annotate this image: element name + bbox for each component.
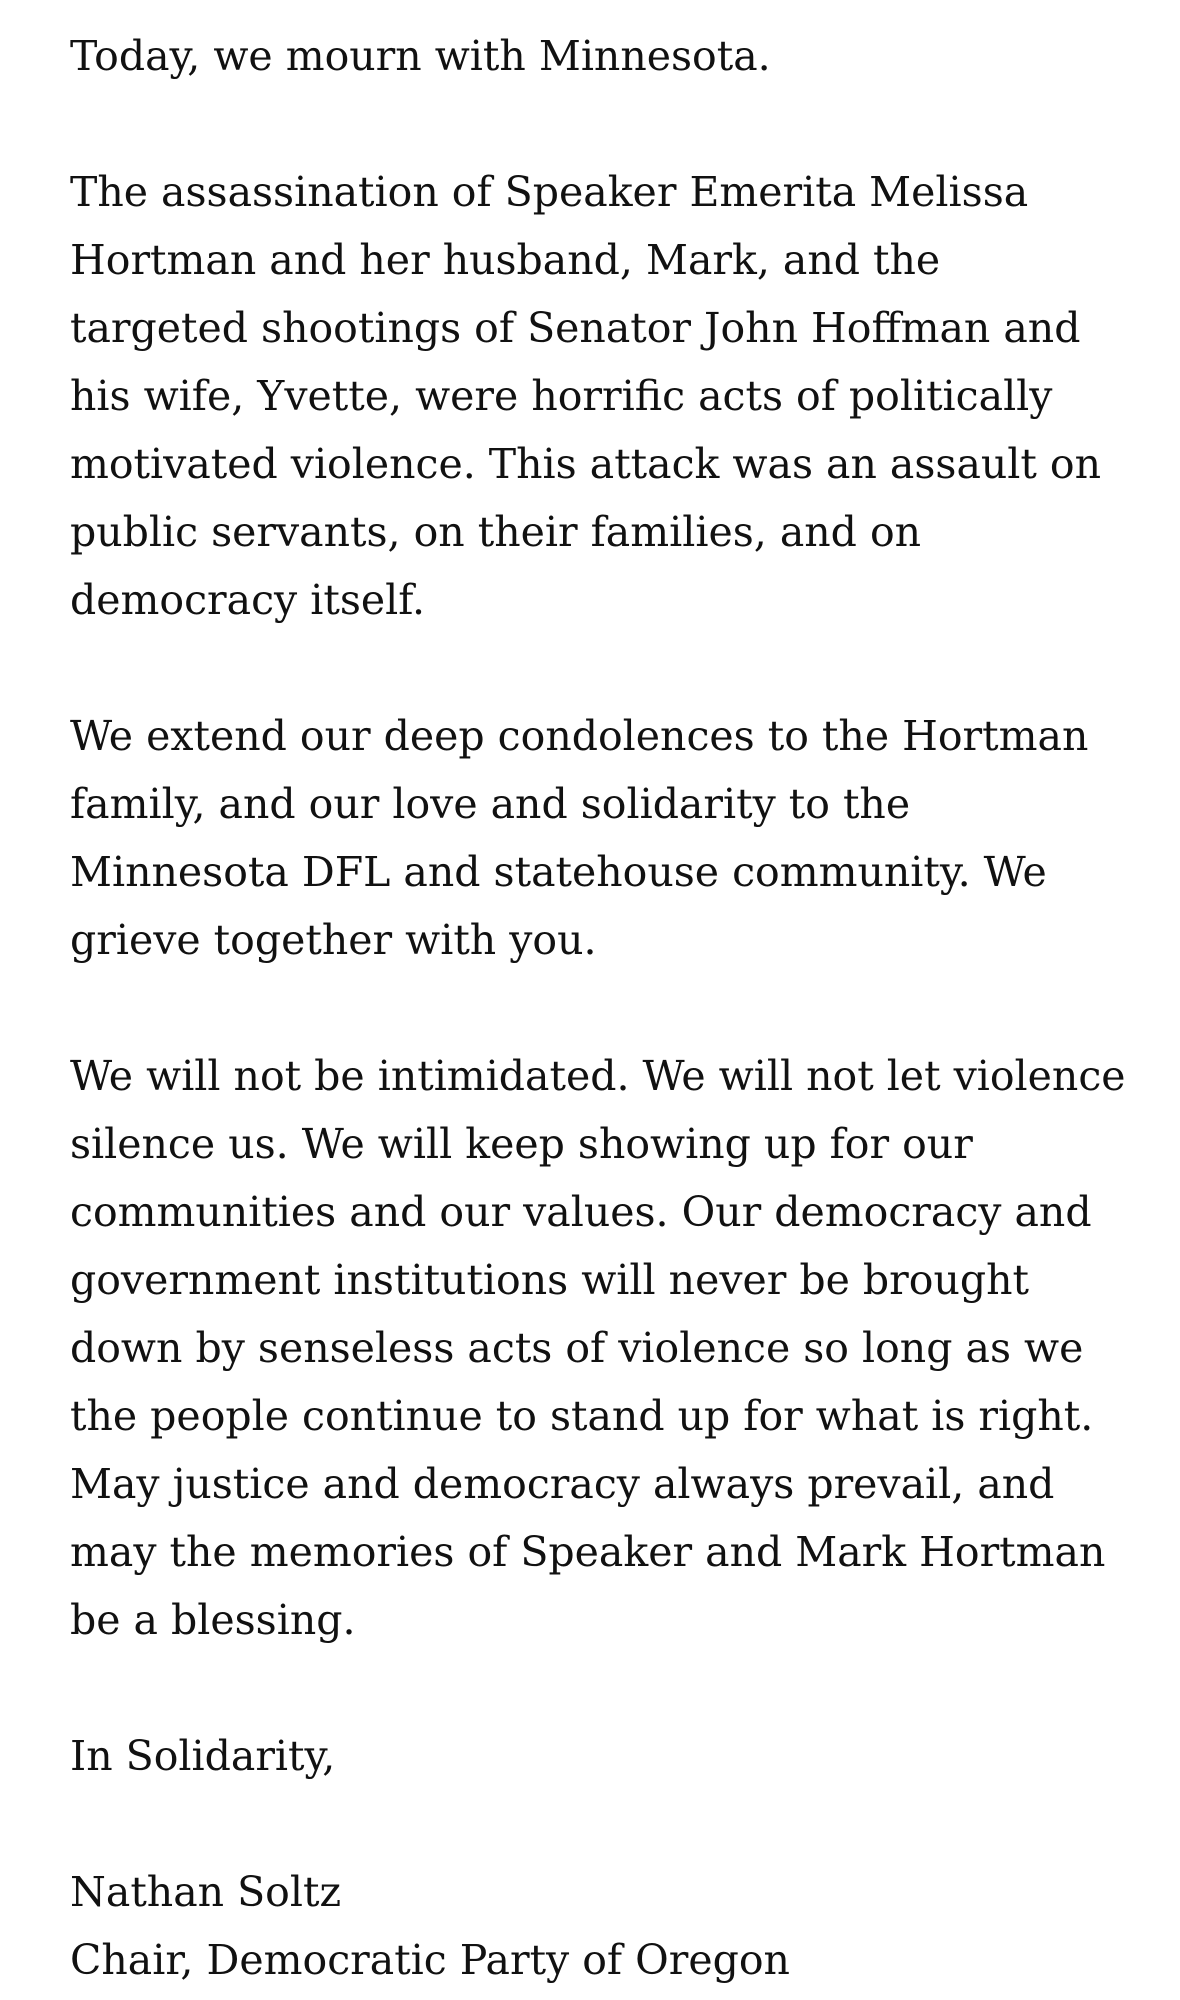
paragraph-condolences: We extend our deep condolences to the Hortman family, and our love and solidarity to the Minnesota DFL and statehouse community. We grieve together with you. (70, 712, 1089, 964)
paragraph-resolve: We will not be intimidated. We will not let violence silence us. We will keep showing up for our communities and our values. Our democracy and government institutions will never be brought down by senseless acts of violence so long as we the people continue to stand up for what is right. May justice and democracy always prevail, and may the memories of Speaker and Mark Hortman be a blessing. (70, 1052, 1126, 1644)
signature-block (70, 1858, 1130, 1994)
statement-letter (70, 22, 1130, 1994)
closing-salutation: In Solidarity, (70, 1732, 336, 1780)
paragraph-condemnation: The assassination of Speaker Emerita Melissa Hortman and her husband, Mark, and the targeted shootings of Senator John Hoffman and his wife, Yvette, were horrific acts of politically motivated violence. This attack was an assault on public servants, on their families, and on democracy itself. (70, 168, 1102, 624)
signer-title: Chair, Democratic Party of Oregon (70, 1936, 790, 1984)
opening-line: Today, we mourn with Minnesota. (70, 32, 771, 80)
signer-name: Nathan Soltz (70, 1868, 342, 1916)
